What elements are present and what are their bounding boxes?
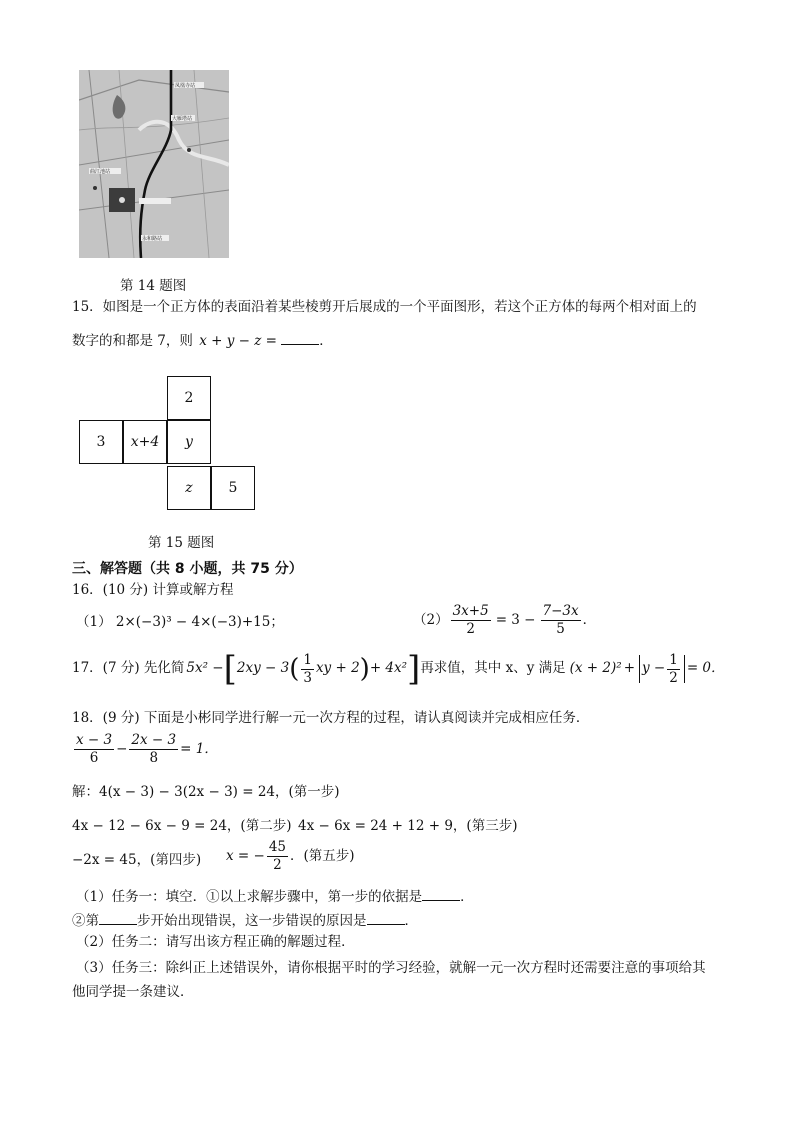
section-3-heading: 三、解答题（共 8 小题，共 75 分） [72, 561, 303, 577]
q17-right-paren: ) [359, 654, 370, 684]
face-label: y [185, 434, 193, 450]
period: ． [460, 889, 474, 905]
q16-part1-label: （1） [76, 614, 112, 630]
face-label: 5 [228, 480, 238, 496]
q17-prefix: 17．(7 分) 先化简 [72, 660, 185, 677]
numerator: 45 [268, 839, 287, 855]
period: ． [404, 913, 418, 929]
abs-bar-right [684, 655, 685, 683]
figure-14-caption: 第 14 题图 [120, 278, 187, 294]
q16-part2-middle: = 3 − [495, 611, 536, 628]
q15-text-line2-part: 数字的和都是 7，则 [72, 333, 193, 349]
q17-expr-part: + 4x² [369, 660, 408, 677]
fraction [74, 733, 114, 766]
net-face-3 [79, 420, 123, 464]
q17-left-paren: ( [289, 654, 300, 684]
fraction [451, 604, 491, 637]
map-graphic [79, 70, 229, 258]
map-station-label: 曲江池站 [90, 169, 111, 175]
fraction [301, 653, 314, 686]
map-station-label: 凤凰寺站 [175, 83, 196, 89]
q18-step5-post: ．(第五步) [290, 847, 355, 864]
numerator: 1 [303, 651, 312, 668]
answer-blank [367, 912, 405, 925]
q16-part2-label: （2） [413, 611, 449, 628]
q18-task-3-line2: 他同学提一条建议． [72, 984, 194, 1000]
cube-net-figure [79, 376, 259, 511]
q17-expr-part: 5x² − [186, 660, 224, 677]
face-label: x+4 [130, 434, 160, 450]
q18-task-1b-pre: ②第 [72, 913, 99, 929]
fraction [667, 653, 680, 686]
abs-bar-left [639, 655, 640, 683]
q18-eq-minus: − [116, 740, 128, 757]
q17-condition-part: + [623, 660, 635, 677]
q16-part2-end: ． [582, 611, 597, 628]
net-face-5 [211, 466, 255, 510]
fraction [541, 604, 581, 637]
face-label: 2 [184, 390, 194, 406]
q16-part1-expression: 2×(−3)³ − 4×(−3)+15； [115, 614, 284, 630]
q17-line [72, 649, 725, 689]
net-face-y [167, 420, 211, 464]
q15-text-line2 [72, 332, 333, 349]
q17-left-bracket: [ [223, 649, 237, 689]
q16-part1 [76, 616, 284, 630]
answer-blank [422, 888, 460, 901]
q18-eq-end: = 1． [180, 740, 218, 757]
fraction [267, 840, 288, 873]
numerator: 2x − 3 [131, 732, 177, 748]
face-label: z [185, 480, 193, 496]
q18-title: 18．(9 分) 下面是小彬同学进行解一元一次方程的过程，请认真阅读并完成相应任务． [72, 710, 590, 726]
q15-answer-blank [281, 332, 319, 345]
q18-step-2: 4x − 12 − 6x − 9 = 24，(第二步) [72, 818, 292, 834]
q18-step-3: 4x − 6x = 24 + 12 + 9，(第三步) [298, 818, 518, 834]
denominator: 2 [669, 669, 678, 686]
numerator: 7−3x [542, 603, 579, 619]
q17-expr-part: xy + 2 [315, 660, 360, 677]
q17-expr-part: 2xy − 3 [236, 660, 290, 677]
denominator: 6 [89, 749, 99, 766]
net-face-z [167, 466, 211, 510]
q18-task-1a-text: （1）任务一：填空．①以上求解步骤中，第一步的依据是 [76, 889, 423, 905]
q15-text-line1: 15．如图是一个正方体的表面沿着某些棱剪开后展成的一个平面图形，若这个正方体的每两个相对面上的 [72, 299, 697, 315]
numerator: 3x+5 [452, 603, 489, 619]
numerator: x − 3 [76, 732, 113, 748]
denominator: 5 [556, 620, 565, 637]
face-label: 3 [96, 434, 106, 450]
q18-step-4: −2x = 45，(第四步) [72, 852, 202, 868]
q17-right-bracket: ] [407, 649, 421, 689]
denominator: 2 [466, 620, 475, 637]
map-station-label: 大雁塔站 [172, 116, 193, 122]
net-face-2 [167, 376, 211, 420]
q16-part2 [413, 604, 596, 637]
q17-condition-part: = 0． [686, 660, 725, 677]
net-face-x-plus-4 [123, 420, 167, 464]
numerator: 1 [669, 651, 678, 668]
q17-middle-text: 再求值，其中 x、y 满足 [420, 660, 566, 677]
q18-task-2: （2）任务二：请写出该方程正确的解题过程． [76, 934, 355, 950]
q18-step-1: 解：4(x − 3) − 3(2x − 3) = 24，(第一步) [72, 784, 340, 800]
q18-step5-pre: x = − [226, 847, 265, 864]
q18-task-1a [76, 888, 474, 905]
q17-condition-part: (x + 2)² [569, 660, 622, 677]
q16-title: 16．(10 分) 计算或解方程 [72, 582, 234, 598]
q18-task-3-line1: （3）任务三：除纠正上述错误外，请你根据平时的学习经验，就解一元一次方程时还需要注意的事项给其 [76, 960, 706, 976]
q15-period: ． [319, 333, 333, 349]
answer-blank [99, 912, 137, 925]
q18-task-1b [72, 912, 418, 929]
q15-expression: x + y − z = [199, 333, 277, 349]
fraction [129, 733, 178, 766]
figure-14-map [79, 70, 229, 258]
denominator: 2 [273, 856, 282, 873]
denominator: 3 [303, 669, 312, 686]
q18-step-5 [226, 840, 355, 873]
map-station-label: 永和路站 [142, 236, 163, 242]
figure-15-caption: 第 15 题图 [148, 535, 215, 551]
q17-condition-part: y − [642, 660, 666, 677]
q18-equation [72, 733, 218, 766]
q18-task-1b-mid: 步开始出现错误，这一步错误的原因是 [137, 913, 367, 929]
denominator: 8 [149, 749, 159, 766]
